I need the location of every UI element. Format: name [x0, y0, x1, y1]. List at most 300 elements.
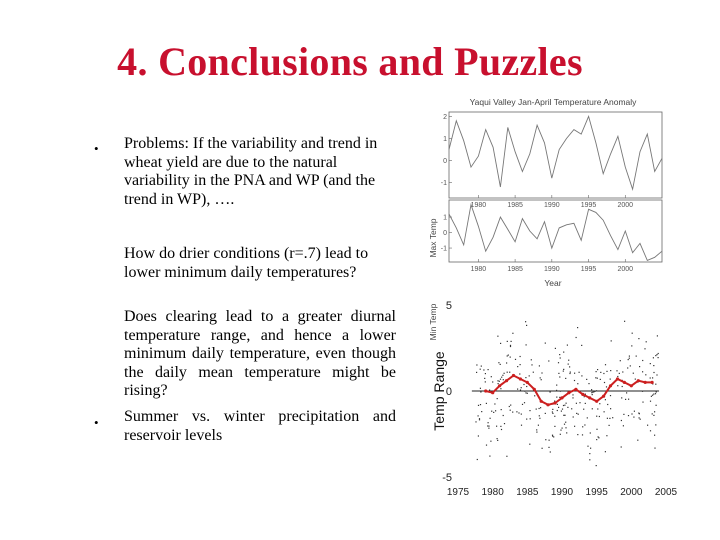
scatter-point [526, 344, 527, 345]
scatter-point [596, 371, 597, 372]
scatter-point [550, 451, 551, 452]
scatter-point [658, 353, 659, 354]
scatter-point [497, 440, 498, 441]
scatter-point [515, 359, 516, 360]
scatter-point [610, 395, 611, 396]
max-temp-ytick-label: -1 [440, 180, 447, 188]
scatter-point [652, 413, 653, 414]
scatter-point [597, 408, 598, 409]
scatter-point [475, 421, 476, 422]
year-axis-label: Year [544, 278, 562, 288]
scatter-point [529, 410, 530, 411]
scatter-point [631, 345, 632, 346]
scatter-point [500, 379, 501, 380]
scatter-point [517, 366, 518, 367]
min-temp-xtick-label: 1985 [507, 266, 523, 273]
scatter-point [570, 372, 571, 373]
smoothed-point [567, 391, 570, 394]
scatter-point [536, 409, 537, 410]
scatter-point [508, 355, 509, 356]
scatter-point [559, 376, 560, 377]
scatter-point [637, 440, 638, 441]
scatter-point [627, 367, 628, 368]
scatter-point [596, 416, 597, 417]
scatter-point [621, 397, 622, 398]
scatter-point [504, 423, 505, 424]
min-temp-panel-frame [449, 200, 662, 262]
scatter-point [527, 393, 528, 394]
scatter-point [545, 413, 546, 414]
scatter-point [477, 459, 478, 460]
scatter-point [561, 411, 562, 412]
scatter-point [536, 429, 537, 430]
scatter-point [610, 408, 611, 409]
scatter-point [524, 391, 525, 392]
max-temp-ytick-label: 2 [443, 113, 447, 121]
scatter-point [526, 419, 527, 420]
scatter-point [573, 416, 574, 417]
scatter-point [486, 403, 487, 404]
temp-range-xtick-label: 1995 [585, 487, 608, 498]
scatter-point [596, 465, 597, 466]
scatter-point [589, 453, 590, 454]
max-temp-ytick-label: 0 [443, 158, 447, 166]
scatter-point [578, 414, 579, 415]
scatter-point [635, 379, 636, 380]
scatter-point [525, 321, 526, 322]
min-temp-xtick-label: 2000 [617, 266, 634, 273]
scatter-point [642, 371, 643, 372]
scatter-point [592, 408, 593, 409]
scatter-point [653, 394, 654, 395]
smoothed-point [637, 379, 640, 382]
scatter-point [507, 355, 508, 356]
scatter-point [552, 411, 553, 412]
scatter-point [496, 426, 497, 427]
scatter-point [567, 407, 568, 408]
scatter-point [577, 327, 578, 328]
scatter-point [653, 357, 654, 358]
scatter-point [500, 426, 501, 427]
scatter-point [604, 411, 605, 412]
scatter-point [539, 415, 540, 416]
min-temp-series-line [449, 205, 662, 261]
scatter-point [521, 425, 522, 426]
scatter-point [628, 359, 629, 360]
scatter-point [563, 371, 564, 372]
scatter-point [579, 372, 580, 373]
bullet-marker: • [94, 415, 99, 430]
scatter-point [564, 405, 565, 406]
scatter-point [488, 426, 489, 427]
scatter-point [563, 352, 564, 353]
max-temp-axis-label: Max Temp [428, 218, 438, 258]
smoothed-point [581, 393, 584, 396]
scatter-point [639, 413, 640, 414]
scatter-point [574, 380, 575, 381]
smoothed-point [623, 381, 626, 384]
scatter-point [633, 417, 634, 418]
scatter-point [487, 425, 488, 426]
scatter-point [500, 343, 501, 344]
scatter-point [577, 383, 578, 384]
smoothed-point [519, 377, 522, 380]
scatter-point [506, 456, 507, 457]
scatter-point [507, 341, 508, 342]
scatter-point [563, 369, 564, 370]
scatter-point [645, 374, 646, 375]
scatter-point [480, 369, 481, 370]
scatter-point [596, 390, 597, 391]
scatter-point [606, 435, 607, 436]
temp-range-ytick-label: 5 [445, 300, 452, 312]
temp-range-ytick-label: 0 [445, 386, 452, 398]
scatter-point [524, 402, 525, 403]
smoothed-point [560, 396, 563, 399]
scatter-point [501, 429, 502, 430]
scatter-point [491, 376, 492, 377]
scatter-point [541, 372, 542, 373]
scatter-point [493, 412, 494, 413]
smoothed-point [533, 388, 536, 391]
scatter-point [638, 338, 639, 339]
max-temp-xtick-label: 1985 [507, 202, 523, 209]
scatter-point [646, 341, 647, 342]
scatter-point [591, 392, 592, 393]
scatter-point [490, 441, 491, 442]
scatter-point [538, 425, 539, 426]
scatter-point [540, 407, 541, 408]
smoothed-point [491, 391, 494, 394]
scatter-point [480, 388, 481, 389]
scatter-point [525, 392, 526, 393]
scatter-point [654, 411, 655, 412]
smoothed-point [512, 374, 515, 377]
smoothed-point [616, 377, 619, 380]
scatter-point [639, 417, 640, 418]
scatter-point [600, 379, 601, 380]
scatter-point [656, 374, 657, 375]
scatter-point [558, 373, 559, 374]
scatter-point [480, 404, 481, 405]
max-temp-xtick-label: 1995 [580, 202, 597, 209]
scatter-point [656, 391, 657, 392]
scatter-point [539, 408, 540, 409]
scatter-point [656, 405, 657, 406]
scatter-point [652, 377, 653, 378]
smoothed-point [547, 403, 550, 406]
temp-range-xtick-label: 2000 [620, 487, 643, 498]
smoothed-point [595, 400, 598, 403]
temp-range-xtick-label: 2005 [654, 487, 678, 498]
scatter-point [653, 415, 654, 416]
scatter-point [606, 371, 607, 372]
scatter-point [650, 430, 651, 431]
smoothed-point [554, 401, 557, 404]
scatter-point [603, 373, 604, 374]
paragraph-drier-conditions: How do drier conditions (r=.7) lead to lower minimum daily temperatures? [124, 245, 369, 281]
scatter-point [510, 405, 511, 406]
smoothed-point [526, 381, 529, 384]
scatter-point [609, 425, 610, 426]
scatter-point [640, 419, 641, 420]
temp-range-xtick-label: 1985 [516, 487, 539, 498]
scatter-point [501, 377, 502, 378]
scatter-point [531, 359, 532, 360]
scatter-point [516, 411, 517, 412]
min-temp-ytick-label: -1 [440, 245, 447, 253]
scatter-point [626, 392, 627, 393]
scatter-point [485, 373, 486, 374]
scatter-point [560, 391, 561, 392]
scatter-point [584, 424, 585, 425]
scatter-point [622, 386, 623, 387]
scatter-point [642, 360, 643, 361]
scatter-point [545, 343, 546, 344]
scatter-point [556, 397, 557, 398]
scatter-point [566, 403, 567, 404]
scatter-point [481, 411, 482, 412]
smoothed-point [651, 381, 654, 384]
scatter-point [636, 356, 637, 357]
scatter-point [489, 390, 490, 391]
scatter-point [630, 365, 631, 366]
scatter-point [506, 362, 507, 363]
smoothed-point [630, 384, 633, 387]
scatter-point [560, 430, 561, 431]
scatter-point [499, 381, 500, 382]
smoothed-point [574, 388, 577, 391]
scatter-point [621, 446, 622, 447]
scatter-point [512, 333, 513, 334]
scatter-point [503, 415, 504, 416]
temp-range-xtick-label: 1975 [446, 487, 470, 498]
scatter-point [531, 364, 532, 365]
min-temp-ytick-label: 1 [443, 214, 447, 222]
scatter-point [489, 456, 490, 457]
scatter-point [582, 426, 583, 427]
temp-range-axis-label: Temp Range [431, 351, 447, 431]
scatter-point [510, 346, 511, 347]
scatter-point [498, 362, 499, 363]
scatter-point [479, 419, 480, 420]
scatter-point [625, 399, 626, 400]
scatter-point [557, 404, 558, 405]
scatter-point [589, 459, 590, 460]
scatter-point [548, 360, 549, 361]
max-temp-xtick-label: 2000 [617, 202, 634, 209]
scatter-point [494, 403, 495, 404]
scatter-point [588, 383, 589, 384]
scatter-point [586, 379, 587, 380]
smoothed-point [540, 400, 543, 403]
scatter-point [534, 395, 535, 396]
scatter-point [567, 345, 568, 346]
scatter-point [596, 429, 597, 430]
scatter-point [574, 426, 575, 427]
scatter-point [539, 365, 540, 366]
min-temp-xtick-label: 1990 [544, 266, 560, 273]
scatter-point [653, 372, 654, 373]
smoothed-point [484, 389, 487, 392]
scatter-point [510, 410, 511, 411]
scatter-point [521, 414, 522, 415]
scatter-point [569, 373, 570, 374]
slide-title: 4. Conclusions and Puzzles [117, 39, 583, 84]
scatter-point [556, 385, 557, 386]
smoothed-point [602, 395, 605, 398]
max-temp-ytick-label: 1 [443, 135, 447, 143]
scatter-point [530, 418, 531, 419]
scatter-point [500, 364, 501, 365]
scatter-point [628, 399, 629, 400]
scatter-point [520, 364, 521, 365]
scatter-point [633, 373, 634, 374]
scatter-point [657, 335, 658, 336]
scatter-point [520, 389, 521, 390]
scatter-point [476, 364, 477, 365]
scatter-point [622, 371, 623, 372]
scatter-point [495, 410, 496, 411]
scatter-point [655, 384, 656, 385]
scatter-point [656, 354, 657, 355]
scatter-point [642, 391, 643, 392]
scatter-point [585, 403, 586, 404]
scatter-point [653, 365, 654, 366]
scatter-point [539, 418, 540, 419]
scatter-point [644, 348, 645, 349]
max-temp-series-line [449, 116, 662, 189]
paragraph-clearing: Does clearing lead to a greater diurnal temperature range, and hence a lower minimum daily temperature, even though the daily mean temperature might be rising? [124, 308, 396, 399]
scatter-point [497, 398, 498, 399]
temp-range-ytick-label: -5 [442, 472, 452, 484]
scatter-point [655, 393, 656, 394]
scatter-point [576, 403, 577, 404]
scatter-point [597, 378, 598, 379]
scatter-point [563, 415, 564, 416]
scatter-point [568, 364, 569, 365]
scatter-point [623, 425, 624, 426]
scatter-point [478, 435, 479, 436]
scatter-point [529, 375, 530, 376]
scatter-point [541, 379, 542, 380]
scatter-point [605, 364, 606, 365]
scatter-point [598, 436, 599, 437]
scatter-point [639, 366, 640, 367]
scatter-point [564, 424, 565, 425]
scatter-point [592, 392, 593, 393]
scatter-point [553, 436, 554, 437]
scatter-point [654, 448, 655, 449]
scatter-point [565, 378, 566, 379]
scatter-point [498, 383, 499, 384]
scatter-point [607, 418, 608, 419]
scatter-point [509, 406, 510, 407]
scatter-point [642, 402, 643, 403]
scatter-point [558, 407, 559, 408]
scatter-point [596, 439, 597, 440]
scatter-point [565, 427, 566, 428]
min-temp-xtick-label: 1980 [470, 266, 487, 273]
scatter-point [574, 373, 575, 374]
scatter-point [512, 412, 513, 413]
scatter-point [536, 432, 537, 433]
scatter-point [610, 379, 611, 380]
scatter-point [592, 394, 593, 395]
scatter-point [526, 386, 527, 387]
min-temp-axis-label: Min Temp [428, 303, 438, 341]
smoothed-point [644, 381, 647, 384]
scatter-point [650, 401, 651, 402]
scatter-point [579, 402, 580, 403]
scatter-point [500, 388, 501, 389]
scatter-point [488, 428, 489, 429]
scatter-point [568, 360, 569, 361]
scatter-point [654, 435, 655, 436]
temp-range-xtick-label: 1990 [550, 487, 574, 498]
scatter-point [566, 432, 567, 433]
smoothed-point [609, 384, 612, 387]
scatter-point [605, 399, 606, 400]
scatter-point [484, 378, 485, 379]
scatter-point [562, 428, 563, 429]
scatter-point [486, 445, 487, 446]
scatter-point [583, 409, 584, 410]
scatter-point [548, 447, 549, 448]
scatter-point [526, 325, 527, 326]
scatter-point [587, 417, 588, 418]
scatter-point [549, 440, 550, 441]
scatter-point [519, 373, 520, 374]
scatter-point [510, 357, 511, 358]
scatter-point [554, 426, 555, 427]
scatter-point [521, 387, 522, 388]
scatter-point [617, 376, 618, 377]
chart-title: Yaqui Valley Jan-April Temperature Anomaly [469, 97, 637, 107]
scatter-point [595, 391, 596, 392]
scatter-point [571, 408, 572, 409]
scatter-point [503, 379, 504, 380]
scatter-point [490, 418, 491, 419]
scatter-point [501, 409, 502, 410]
scatter-point [599, 403, 600, 404]
scatter-point [485, 381, 486, 382]
scatter-point [609, 418, 610, 419]
scatter-point [560, 434, 561, 435]
scatter-point [655, 355, 656, 356]
scatter-point [572, 394, 573, 395]
scatter-point [559, 397, 560, 398]
scatter-point [525, 377, 526, 378]
scatter-point [604, 382, 605, 383]
scatter-point [594, 391, 595, 392]
scatter-point [599, 416, 600, 417]
max-temp-xtick-label: 1980 [470, 202, 487, 209]
scatter-point [509, 372, 510, 373]
scatter-point [595, 377, 596, 378]
temp-range-xtick-label: 1980 [481, 487, 504, 498]
scatter-point [582, 434, 583, 435]
scatter-point [611, 340, 612, 341]
temp-anomaly-chart [422, 90, 672, 341]
min-temp-xtick-label: 1995 [580, 266, 597, 273]
scatter-point [529, 444, 530, 445]
scatter-point [562, 409, 563, 410]
scatter-point [479, 418, 480, 419]
scatter-point [631, 413, 632, 414]
scatter-point [655, 424, 656, 425]
scatter-point [559, 354, 560, 355]
